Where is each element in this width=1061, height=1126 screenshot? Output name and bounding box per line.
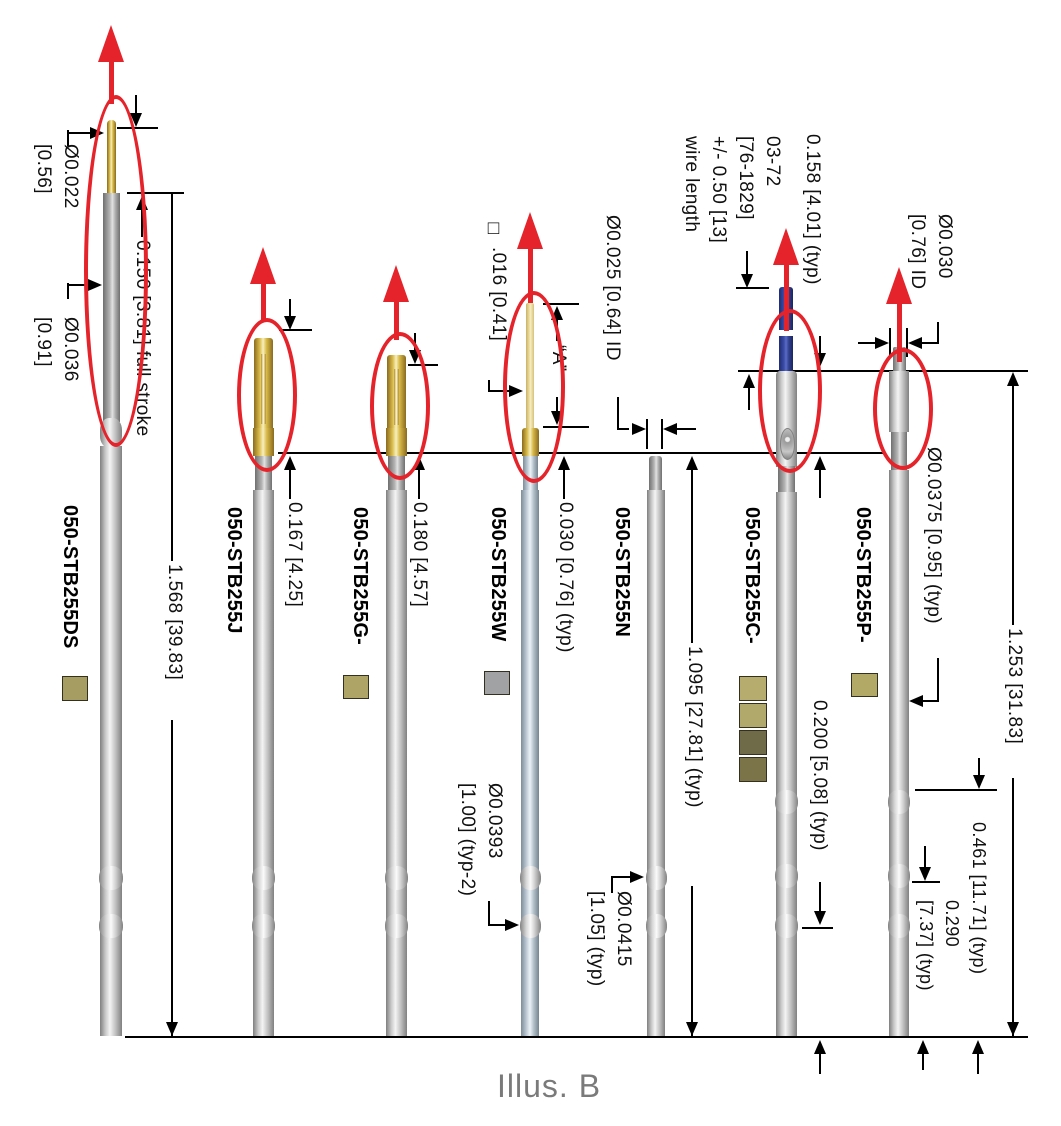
part-number-label: 050-STB255P- <box>852 507 874 643</box>
probe7-crimp-ring <box>888 864 910 888</box>
dim-line <box>858 342 876 344</box>
stroke-direction-arrow <box>261 280 266 322</box>
probe3-barrel <box>386 490 407 1036</box>
dim-label: 0.461 [11.71] (typ) <box>969 822 989 975</box>
dim-label: 03-72 [76-1829] +/- 0.50 [13] wire length <box>681 136 783 244</box>
dim-arrowhead <box>814 1040 826 1054</box>
dim-tick <box>646 419 648 449</box>
probe6-crimp-ring <box>775 914 798 938</box>
square-section-icon: □ <box>483 218 504 240</box>
dim-label: 0.180 [4.57] <box>409 502 430 608</box>
dim-label: Ø0.030 [0.76] ID <box>907 214 955 290</box>
dim-label: 0.030 [0.76] (typ) <box>555 502 576 653</box>
tip-highlight-ellipse <box>873 348 933 470</box>
dim-arrowhead <box>814 456 826 470</box>
dim-label: 1.095 [27.81] (typ) <box>684 646 705 808</box>
dim-label: Ø0.0375 [0.95] (typ) <box>923 447 944 624</box>
color-code-square <box>739 730 767 755</box>
dim-tick <box>736 287 769 289</box>
probe5-crimp-ring <box>646 914 667 938</box>
probe3-crimp-ring <box>385 914 408 938</box>
illustration-caption: Illus. B <box>497 1068 602 1104</box>
dim-line <box>819 336 821 354</box>
probe6-barrel <box>776 492 797 1036</box>
leader-line <box>67 132 91 134</box>
probe7-barrel <box>889 470 909 1036</box>
probe6-crimp-ring <box>775 790 798 814</box>
dim-line <box>978 758 980 776</box>
probe1-crimp-ring <box>99 866 123 890</box>
dim-arrowhead <box>1007 1022 1019 1036</box>
dim-line <box>563 470 565 499</box>
dim-label: Ø0.025 [0.64] ID <box>602 215 623 361</box>
dim-line <box>691 886 693 1036</box>
leader-arrowhead <box>505 919 519 931</box>
dim-arrowhead <box>908 337 922 349</box>
leader-line <box>937 322 939 344</box>
dim-tick <box>802 927 833 929</box>
dim-line <box>135 95 137 113</box>
leader-arrowhead <box>630 871 644 883</box>
color-code-square <box>484 671 510 695</box>
leader-line <box>746 251 748 276</box>
dim-arrowhead <box>686 1022 698 1036</box>
dim-label: “A” <box>548 345 569 372</box>
leader-line <box>488 901 490 926</box>
probe3-crimp-ring <box>385 866 408 890</box>
color-code-square <box>851 673 878 697</box>
part-number-label: 050-STB255W <box>487 507 509 642</box>
dim-arrowhead <box>166 1022 178 1036</box>
dim-arrowhead <box>1007 372 1019 386</box>
dim-line <box>289 299 291 317</box>
color-code-square <box>62 676 88 701</box>
dim-line <box>819 1054 821 1074</box>
dim-line <box>676 428 696 430</box>
probe2-barrel <box>253 490 274 1036</box>
dim-arrowhead <box>686 456 698 470</box>
dim-line <box>171 720 173 1036</box>
leader-line <box>611 876 631 878</box>
dim-arrowhead <box>743 374 755 388</box>
leader-line <box>937 658 939 702</box>
probe2-crimp-ring <box>252 866 275 890</box>
leader-line <box>617 428 629 430</box>
part-number-label: 050-STB255C- <box>741 507 763 644</box>
dim-arrowhead <box>741 274 753 288</box>
tip-highlight-ellipse <box>758 309 822 473</box>
probe7-crimp-ring <box>888 790 910 814</box>
color-code-square <box>739 757 767 782</box>
tip-highlight-ellipse <box>503 291 565 483</box>
dim-arrowhead <box>972 1040 984 1054</box>
stroke-direction-arrowhead <box>773 228 799 265</box>
dim-label: 0.150 [3.81] full stroke <box>132 240 153 437</box>
dim-arrowhead <box>973 775 985 789</box>
dim-line <box>922 1054 924 1070</box>
stroke-direction-arrowhead <box>517 212 543 249</box>
dim-line <box>418 470 420 499</box>
dim-arrowhead <box>875 337 889 349</box>
probe7-crimp-ring <box>888 914 910 938</box>
dim-line <box>691 470 693 643</box>
part-number-label: 050-STB255DS <box>59 505 81 649</box>
dim-arrowhead <box>814 911 826 925</box>
dim-line <box>1012 386 1014 625</box>
dim-label: 0.158 [4.01] (typ) <box>802 134 823 285</box>
stroke-direction-arrowhead <box>383 265 409 302</box>
dim-arrowhead <box>284 316 296 330</box>
tip-highlight-ellipse <box>237 318 297 472</box>
color-code-square <box>739 703 767 728</box>
dim-line <box>819 470 821 498</box>
leader-arrowhead <box>632 423 646 435</box>
dim-line <box>819 882 821 912</box>
probe5-receptacle-tip <box>649 456 662 492</box>
dim-label: 0.167 [4.25] <box>284 502 305 608</box>
dim-line <box>924 846 926 868</box>
probe1-crimp-ring <box>99 914 123 938</box>
color-code-square <box>343 675 369 699</box>
dim-arrowhead <box>663 423 677 435</box>
dim-label: Ø0.036 [0.91] <box>33 317 81 382</box>
dim-label: 0.200 [5.08] (typ) <box>809 700 830 851</box>
dim-tick <box>912 881 940 883</box>
probe5-crimp-ring <box>646 866 667 890</box>
dim-line <box>289 470 291 499</box>
dim-tick <box>915 789 997 791</box>
dim-label: 1.568 [39.83] <box>164 564 185 681</box>
tip-highlight-ellipse <box>84 95 148 447</box>
probe4-barrel <box>521 490 539 1036</box>
leader-line <box>488 924 506 926</box>
probe5-barrel <box>647 490 665 1036</box>
stroke-direction-arrowhead <box>886 267 912 304</box>
dim-arrowhead <box>284 456 296 470</box>
dim-label: 0.290 [7.37] (typ) <box>916 900 962 991</box>
dim-line <box>977 1054 979 1074</box>
probe4-crimp-ring <box>520 866 541 890</box>
color-code-square <box>739 676 767 701</box>
stroke-direction-arrowhead <box>98 25 124 62</box>
dim-arrowhead <box>919 867 931 881</box>
leader-arrowhead <box>909 695 923 707</box>
part-number-label: 050-STB255G- <box>349 507 371 646</box>
probe6-crimp-ring <box>775 864 798 888</box>
dim-arrowhead <box>558 456 570 470</box>
tip-highlight-ellipse <box>370 332 430 480</box>
leader-line <box>921 342 938 344</box>
probe4-crimp-ring <box>520 914 541 938</box>
part-number-label: 050-STB255J <box>223 507 245 634</box>
stroke-direction-arrowhead <box>250 247 276 284</box>
leader-line <box>617 397 619 430</box>
part-number-label: 050-STB255N <box>611 507 633 638</box>
dim-line <box>748 388 750 410</box>
dim-label: Ø0.022 [0.56] <box>33 144 81 209</box>
dim-line <box>171 194 173 561</box>
dim-label: 1.253 [31.83] <box>1004 628 1025 745</box>
dim-label: Ø0.0415 [1.05] (typ) <box>586 891 634 987</box>
probe1-barrel <box>100 446 122 1036</box>
bottom-reference-line <box>125 1036 1028 1038</box>
probe2-crimp-ring <box>252 914 275 938</box>
dim-label: .016 [0.41] <box>488 247 509 342</box>
dim-label: Ø0.0393 [1.00] (typ-2) <box>457 783 505 897</box>
dim-arrowhead <box>917 1040 929 1054</box>
dim-line <box>1012 778 1014 1036</box>
